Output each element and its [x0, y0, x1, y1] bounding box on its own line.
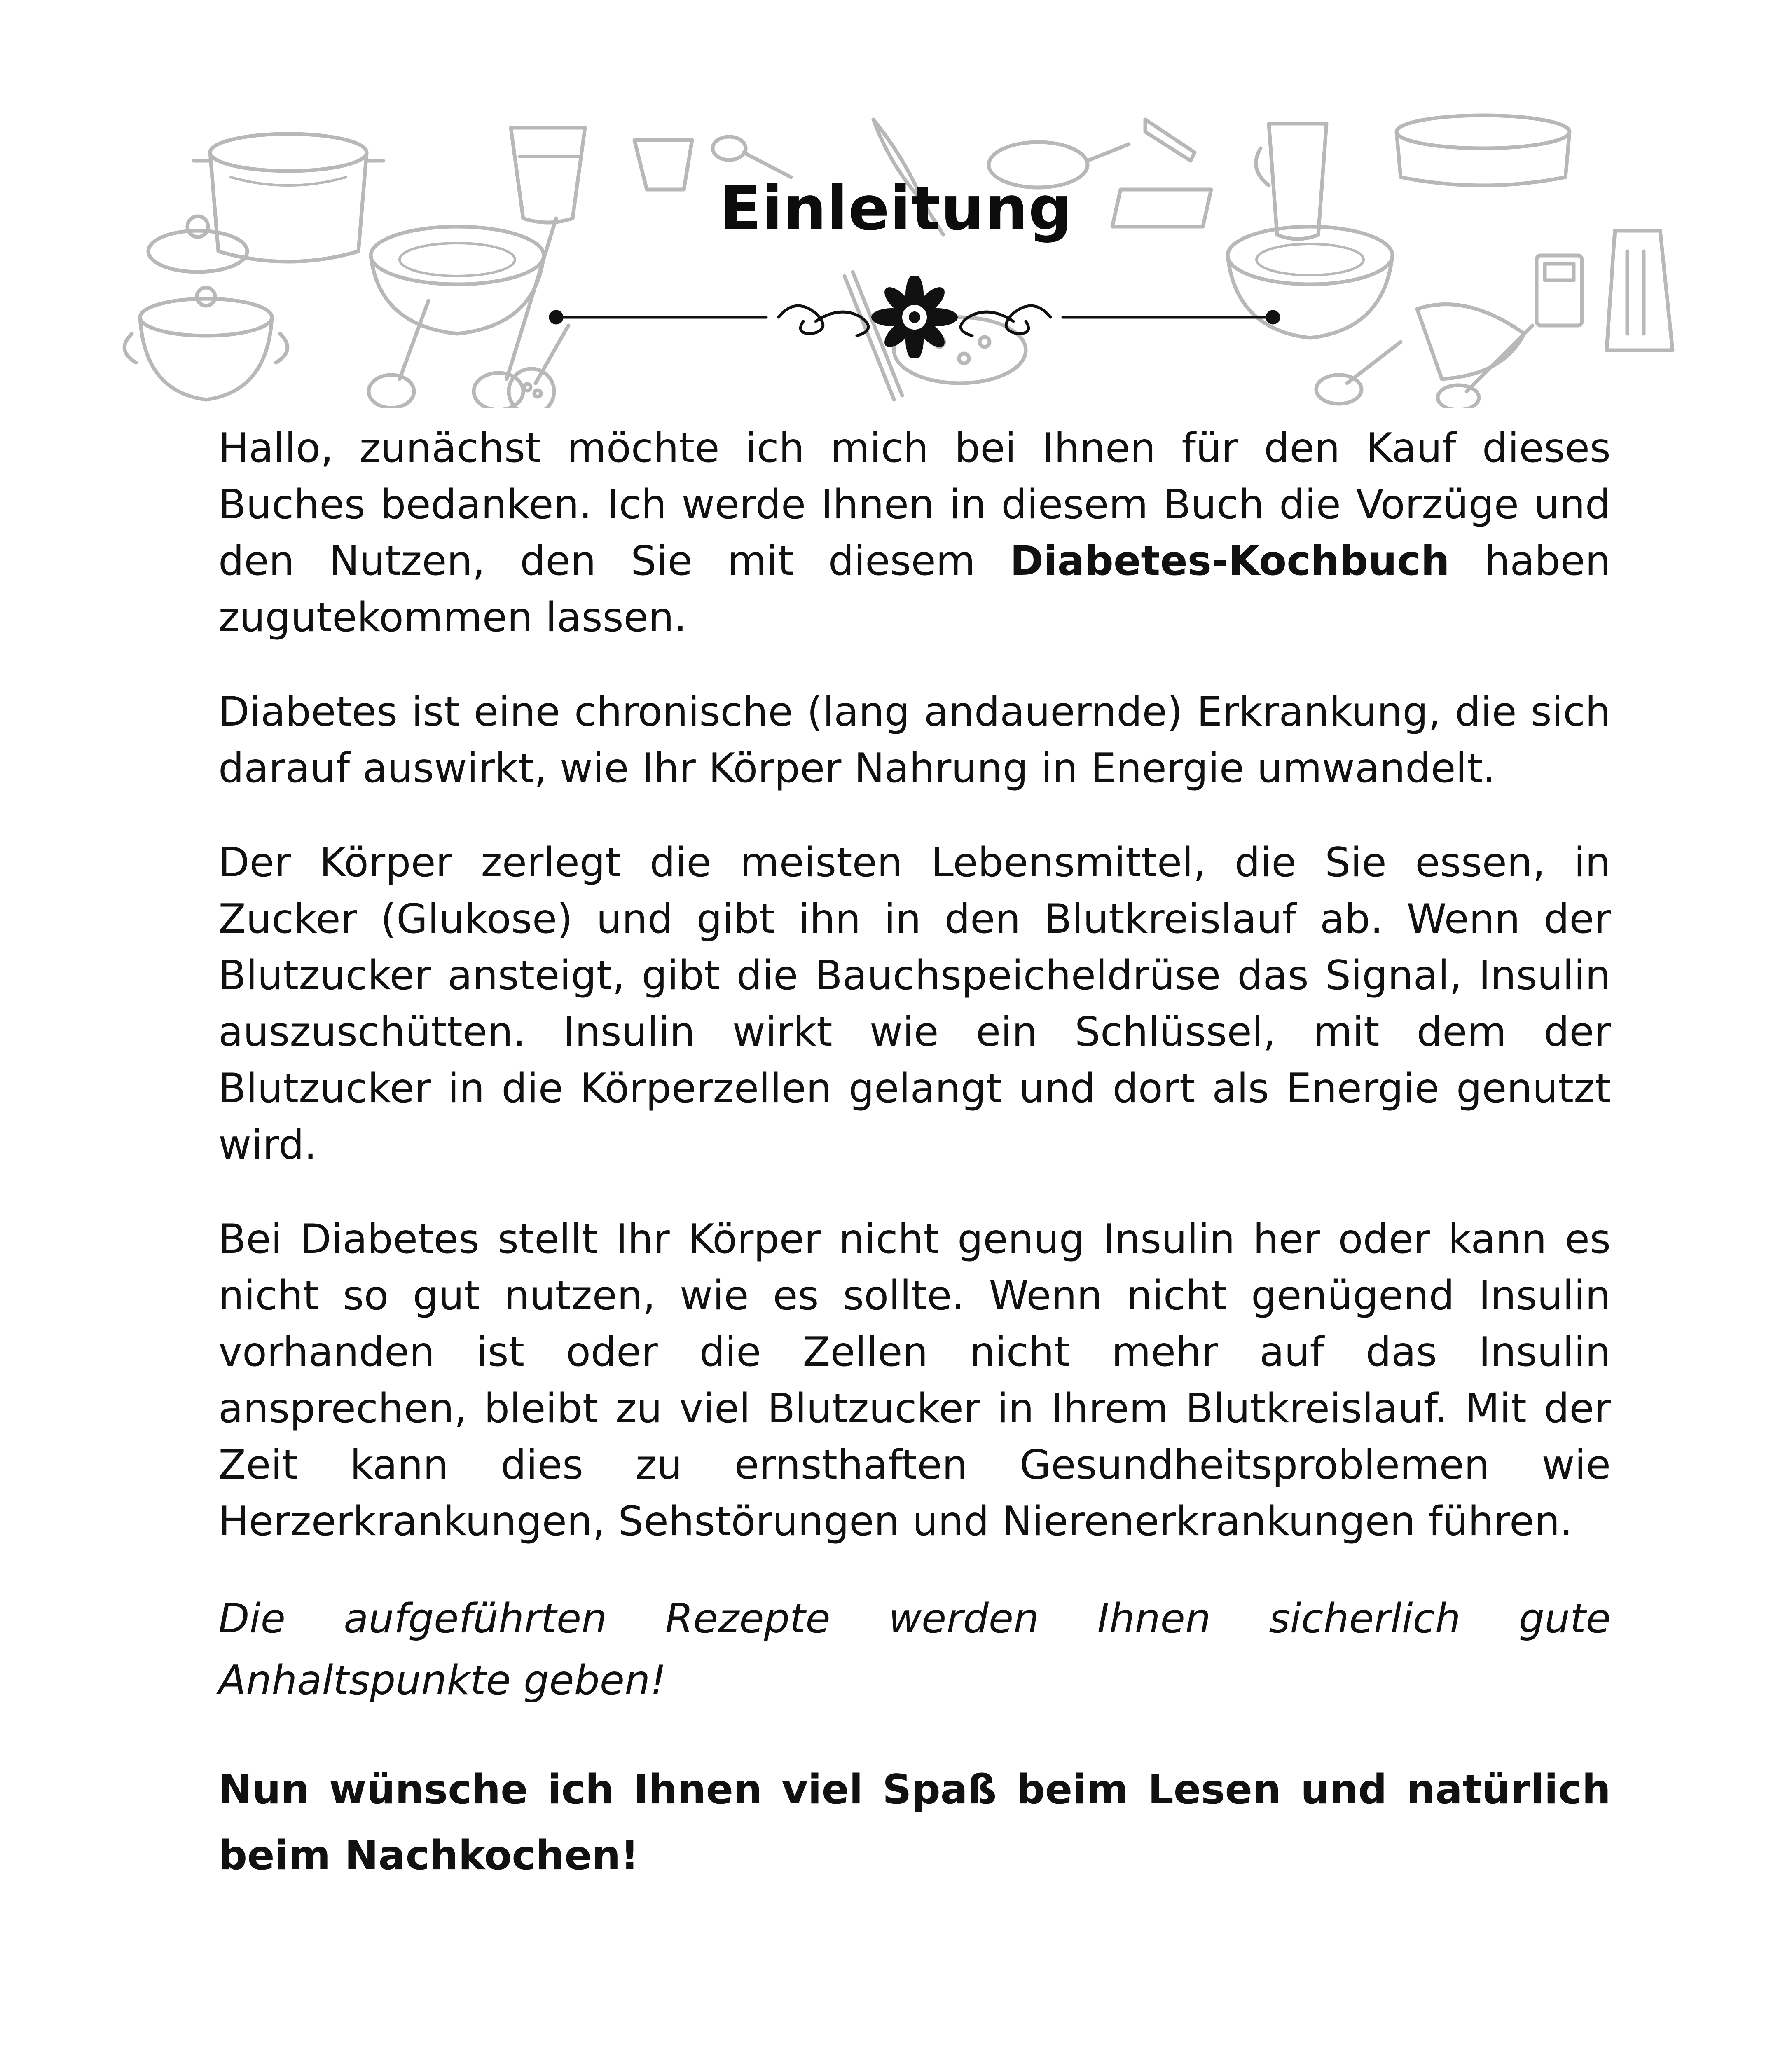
flower-icon: [871, 276, 958, 358]
flower-ornament-divider: [548, 276, 1281, 358]
knife-icon: [1145, 119, 1195, 161]
divider-dot-right-icon: [1267, 311, 1279, 323]
grater-icon: [1607, 231, 1673, 350]
header-utensil-banner: [0, 95, 1792, 408]
scale-icon: [1537, 255, 1582, 325]
ladle-icon: [369, 218, 556, 408]
paragraph-1: [218, 420, 1611, 646]
spoon-icon: [713, 137, 791, 177]
book-name-bold: Diabetes-Kochbuch: [1010, 538, 1450, 585]
closing-wish: Nun wünsche ich Ihnen viel Spaß beim Lesen und natürlich beim Nachkochen!: [218, 1766, 1611, 1879]
italic-note: Die aufgeführten Rezepte werden Ihnen sicherlich gute Anhaltspunkte geben!: [218, 1595, 1611, 1704]
page-title: Einleitung: [719, 173, 1073, 244]
towel-icon: [1417, 304, 1524, 379]
divider-dot-left-icon: [550, 311, 562, 323]
paragraph-1-end: haben zugutekommen lassen.: [218, 538, 1611, 641]
covered-pot-icon: [124, 288, 288, 400]
paragraph-4: Bei Diabetes stellt Ihr Körper nicht genug Insulin her oder kann es nicht so gut nutzen, wie es sollte. Wenn nicht genügend Insulin vorhanden ist oder die Zellen nicht mehr auf das Insulin ansprechen, bleibt zu viel Blutzucker in Ihrem Blutkreislauf. Mit der Zeit kann dies zu ernsthaften Gesundheitsproblemen wie Herzerkrankungen, Sehstörungen und Nierenerkrankungen führen.: [218, 1216, 1611, 1545]
paragraph-2: Diabetes ist eine chronische (lang andauernde) Erkrankung, die sich darauf auswirkt, wie Ihr Körper Nahrung in Energie umwandelt.: [218, 688, 1611, 792]
paragraph-1-text: Hallo, zunächst möchte ich mich bei Ihnen für den Kauf dieses Buches bedanken. Ich werde Ihnen in diesem Buch die Vorzüge und den Nutzen, den Sie mit diesem: [218, 425, 1611, 585]
ladle-right-icon: [1316, 325, 1532, 408]
paragraph-3: Der Körper zerlegt die meisten Lebensmittel, die Sie essen, in Zucker (Glukose) und gibt ihn in den Blutkreislauf ab. Wenn der Blutzucker ansteigt, gibt die Bauchspeicheldrüse das Signal, Insulin auszuschütten. Insulin wirkt wie ein Schlüssel, mit dem der Blutzucker in die Körperzellen gelangt und dort als Energie genutzt wird.: [218, 839, 1611, 1168]
intro-text: [218, 420, 1611, 1927]
